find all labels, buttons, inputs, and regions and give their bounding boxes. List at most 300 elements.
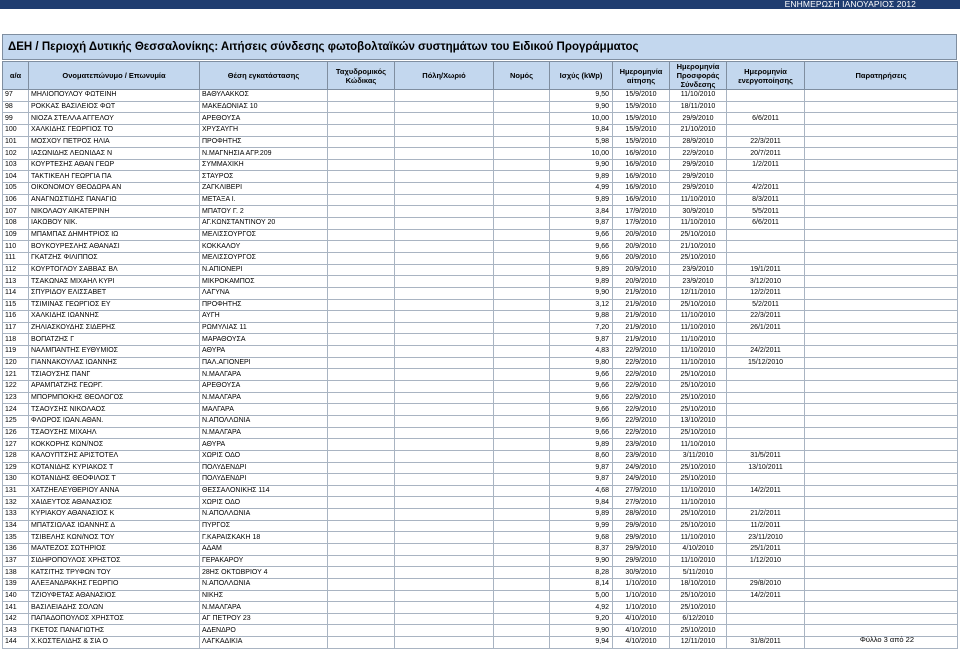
cell-activation-date — [727, 404, 805, 416]
cell-location: ΜΑΛΓΑΡΑ — [200, 404, 328, 416]
cell-aa: 121 — [3, 369, 29, 381]
cell-application-date: 16/9/2010 — [613, 148, 670, 160]
cell-name: ΠΑΠΑΔΟΠΟΥΛΟΣ ΧΡΗΣΤΟΣ — [29, 613, 200, 625]
cell-remarks — [805, 322, 958, 334]
cell-prefecture — [494, 264, 550, 276]
cell-offer-date: 11/10/2010 — [670, 322, 727, 334]
cell-activation-date: 14/2/2011 — [727, 590, 805, 602]
cell-application-date: 16/9/2010 — [613, 159, 670, 171]
cell-offer-date: 11/10/2010 — [670, 90, 727, 102]
cell-postal-code — [328, 637, 395, 649]
cell-city — [395, 392, 494, 404]
cell-location: ΣΤΑΥΡΟΣ — [200, 171, 328, 183]
cell-postal-code — [328, 427, 395, 439]
cell-aa: 105 — [3, 183, 29, 195]
cell-power: 4,83 — [550, 346, 613, 358]
cell-application-date: 22/9/2010 — [613, 381, 670, 393]
cell-city — [395, 369, 494, 381]
cell-name: ΓΚΕΤΟΣ ΠΑΝΑΓΙΩΤΗΣ — [29, 625, 200, 637]
cell-aa: 112 — [3, 264, 29, 276]
cell-aa: 132 — [3, 497, 29, 509]
cell-location: Ν.ΑΠΙΟΝΕΡΙ — [200, 264, 328, 276]
cell-location: ΜΙΚΡΟΚΑΜΠΟΣ — [200, 276, 328, 288]
header-city: Πόλη/Χωριό — [395, 62, 494, 90]
cell-city — [395, 252, 494, 264]
table-row — [3, 625, 958, 637]
cell-location: Γ.ΚΑΡΑΙΣΚΑΚΗ 18 — [200, 532, 328, 544]
cell-prefecture — [494, 322, 550, 334]
cell-postal-code — [328, 602, 395, 614]
cell-prefecture — [494, 543, 550, 555]
cell-postal-code — [328, 241, 395, 253]
page-title: ΔΕΗ / Περιοχή Δυτικής Θεσσαλονίκης: Αιτήσεις σύνδεσης φωτοβολταϊκών συστημάτων του Ειδικού Προγράμματος — [8, 41, 639, 53]
table-row — [3, 241, 958, 253]
cell-remarks — [805, 252, 958, 264]
cell-name: ΜΠΑΤΣΙΩΛΑΣ ΙΩΑΝΝΗΣ Δ — [29, 520, 200, 532]
table-row — [3, 90, 958, 102]
cell-power: 9,87 — [550, 218, 613, 230]
cell-name: ΝΑΛΜΠΑΝΤΗΣ ΕΥΘΥΜΙΟΣ — [29, 346, 200, 358]
cell-name: ΚΟΚΚΟΡΗΣ ΚΩΝ/ΝΟΣ — [29, 439, 200, 451]
cell-power: 9,66 — [550, 229, 613, 241]
cell-application-date: 20/9/2010 — [613, 264, 670, 276]
top-banner — [0, 0, 960, 9]
cell-offer-date: 29/9/2010 — [670, 159, 727, 171]
cell-remarks — [805, 159, 958, 171]
table-row — [3, 136, 958, 148]
cell-prefecture — [494, 241, 550, 253]
cell-prefecture — [494, 532, 550, 544]
cell-prefecture — [494, 509, 550, 521]
table-row — [3, 183, 958, 195]
cell-name: Χ.ΚΩΣΤΕΛΙΔΗΣ & ΣΙΑ Ο — [29, 637, 200, 649]
cell-prefecture — [494, 381, 550, 393]
cell-location: ΑΘΥΡΑ — [200, 346, 328, 358]
cell-activation-date: 31/8/2011 — [727, 637, 805, 649]
cell-location: ΜΕΤΑΞΑ Ι. — [200, 194, 328, 206]
cell-prefecture — [494, 252, 550, 264]
cell-prefecture — [494, 474, 550, 486]
cell-postal-code — [328, 206, 395, 218]
cell-city — [395, 322, 494, 334]
cell-offer-date: 11/10/2010 — [670, 485, 727, 497]
cell-activation-date: 19/1/2011 — [727, 264, 805, 276]
cell-postal-code — [328, 276, 395, 288]
cell-postal-code — [328, 369, 395, 381]
table-row — [3, 602, 958, 614]
header-offer-date: Ημερομηνία Προσφοράς Σύνδεσης — [670, 62, 727, 90]
table-row — [3, 334, 958, 346]
cell-name: ΒΟΠΑΤΖΗΣ Γ — [29, 334, 200, 346]
cell-remarks — [805, 578, 958, 590]
cell-city — [395, 113, 494, 125]
cell-application-date: 20/9/2010 — [613, 241, 670, 253]
table-row — [3, 415, 958, 427]
cell-application-date: 17/9/2010 — [613, 206, 670, 218]
table-row — [3, 532, 958, 544]
header-postal-code: Ταχυδρομικός Κώδικας — [328, 62, 395, 90]
cell-power: 9,89 — [550, 276, 613, 288]
cell-city — [395, 462, 494, 474]
cell-application-date: 30/9/2010 — [613, 567, 670, 579]
cell-activation-date: 13/10/2011 — [727, 462, 805, 474]
update-label: ΕΝΗΜΕΡΩΣΗ ΙΑΝΟΥΑΡΙΟΣ 2012 — [784, 0, 916, 9]
cell-postal-code — [328, 287, 395, 299]
cell-remarks — [805, 555, 958, 567]
table-row — [3, 252, 958, 264]
cell-postal-code — [328, 148, 395, 160]
cell-name: ΦΛΩΡΟΣ ΙΩΑΝ.ΑΘΑΝ. — [29, 415, 200, 427]
cell-location: ΧΩΡΙΣ ΟΔΟ — [200, 450, 328, 462]
cell-offer-date: 25/10/2010 — [670, 509, 727, 521]
cell-name: ΤΣΙΜΙΝΑΣ ΓΕΩΡΓΙΟΣ ΕΥ — [29, 299, 200, 311]
cell-aa: 142 — [3, 613, 29, 625]
cell-power: 9,84 — [550, 497, 613, 509]
cell-power: 9,89 — [550, 264, 613, 276]
cell-city — [395, 171, 494, 183]
cell-aa: 102 — [3, 148, 29, 160]
cell-offer-date: 6/12/2010 — [670, 613, 727, 625]
cell-application-date: 21/9/2010 — [613, 334, 670, 346]
cell-activation-date — [727, 381, 805, 393]
cell-aa: 127 — [3, 439, 29, 451]
cell-power: 9,87 — [550, 474, 613, 486]
cell-city — [395, 218, 494, 230]
cell-prefecture — [494, 520, 550, 532]
table-row — [3, 590, 958, 602]
cell-activation-date — [727, 474, 805, 486]
cell-power: 9,87 — [550, 334, 613, 346]
cell-name: ΒΑΣΙΛΕΙΑΔΗΣ ΣΟΛΩΝ — [29, 602, 200, 614]
cell-postal-code — [328, 613, 395, 625]
cell-aa: 113 — [3, 276, 29, 288]
cell-prefecture — [494, 299, 550, 311]
cell-aa: 143 — [3, 625, 29, 637]
cell-application-date: 4/10/2010 — [613, 637, 670, 649]
cell-postal-code — [328, 124, 395, 136]
cell-activation-date: 20/7/2011 — [727, 148, 805, 160]
cell-power: 9,66 — [550, 427, 613, 439]
cell-power: 9,66 — [550, 241, 613, 253]
cell-power: 9,89 — [550, 194, 613, 206]
cell-city — [395, 183, 494, 195]
cell-prefecture — [494, 625, 550, 637]
cell-activation-date — [727, 171, 805, 183]
cell-prefecture — [494, 427, 550, 439]
cell-location: Ν.ΜΑΛΓΑΡΑ — [200, 427, 328, 439]
cell-postal-code — [328, 578, 395, 590]
cell-name: ΣΙΔΗΡΟΠΟΥΛΟΣ ΧΡΗΣΤΟΣ — [29, 555, 200, 567]
cell-aa: 100 — [3, 124, 29, 136]
cell-name: ΓΙΑΝΝΑΚΟΥΛΑΣ ΙΩΑΝΝΗΣ — [29, 357, 200, 369]
cell-location: ΠΑΛ.ΑΓΙΟΝΕΡΙ — [200, 357, 328, 369]
cell-activation-date: 11/2/2011 — [727, 520, 805, 532]
cell-prefecture — [494, 369, 550, 381]
table-row — [3, 474, 958, 486]
cell-aa: 103 — [3, 159, 29, 171]
cell-activation-date: 14/2/2011 — [727, 485, 805, 497]
cell-power: 9,89 — [550, 509, 613, 521]
table-row — [3, 322, 958, 334]
cell-prefecture — [494, 357, 550, 369]
cell-activation-date: 24/2/2011 — [727, 346, 805, 358]
cell-location: ΖΑΓΚΛΙΒΕΡΙ — [200, 183, 328, 195]
cell-application-date: 22/9/2010 — [613, 346, 670, 358]
cell-location: ΠΡΟΦΗΤΗΣ — [200, 136, 328, 148]
cell-power: 9,90 — [550, 555, 613, 567]
cell-aa: 106 — [3, 194, 29, 206]
cell-location: ΚΟΚΚΑΛΟΥ — [200, 241, 328, 253]
cell-offer-date: 11/10/2010 — [670, 439, 727, 451]
cell-remarks — [805, 229, 958, 241]
cell-activation-date: 12/2/2011 — [727, 287, 805, 299]
cell-postal-code — [328, 567, 395, 579]
cell-postal-code — [328, 392, 395, 404]
cell-activation-date: 23/11/2010 — [727, 532, 805, 544]
cell-postal-code — [328, 543, 395, 555]
cell-postal-code — [328, 462, 395, 474]
cell-name: ΙΑΣΩΝΙΔΗΣ ΛΕΩΝΙΔΑΣ Ν — [29, 148, 200, 160]
cell-prefecture — [494, 439, 550, 451]
cell-name: ΧΑΙΔΕΥΤΟΣ ΑΘΑΝΑΣΙΟΣ — [29, 497, 200, 509]
cell-postal-code — [328, 625, 395, 637]
cell-application-date: 1/10/2010 — [613, 578, 670, 590]
cell-prefecture — [494, 171, 550, 183]
cell-postal-code — [328, 101, 395, 113]
table-row — [3, 264, 958, 276]
cell-postal-code — [328, 555, 395, 567]
cell-offer-date: 11/10/2010 — [670, 218, 727, 230]
cell-application-date: 29/9/2010 — [613, 555, 670, 567]
cell-activation-date — [727, 252, 805, 264]
cell-city — [395, 578, 494, 590]
cell-remarks — [805, 520, 958, 532]
header-power: Ισχύς (kWp) — [550, 62, 613, 90]
cell-location: ΓΕΡΑΚΑΡΟΥ — [200, 555, 328, 567]
cell-aa: 130 — [3, 474, 29, 486]
cell-power: 9,20 — [550, 613, 613, 625]
cell-power: 4,68 — [550, 485, 613, 497]
cell-location: Ν.ΜΑΛΓΑΡΑ — [200, 392, 328, 404]
cell-aa: 104 — [3, 171, 29, 183]
cell-prefecture — [494, 183, 550, 195]
cell-aa: 115 — [3, 299, 29, 311]
cell-postal-code — [328, 357, 395, 369]
cell-power: 10,00 — [550, 113, 613, 125]
cell-city — [395, 427, 494, 439]
cell-location: ΑΔΕΝΔΡΟ — [200, 625, 328, 637]
cell-name: ΚΥΡΙΑΚΟΥ ΑΘΑΝΑΣΙΟΣ Κ — [29, 509, 200, 521]
cell-offer-date: 4/10/2010 — [670, 543, 727, 555]
cell-activation-date — [727, 101, 805, 113]
cell-name: ΣΠΥΡΙΔΟΥ ΕΛΙΣΣΑΒΕΤ — [29, 287, 200, 299]
table-row — [3, 276, 958, 288]
cell-aa: 144 — [3, 637, 29, 649]
cell-name: ΖΗΛΙΑΣΚΟΥΔΗΣ ΣΙΔΕΡΗΣ — [29, 322, 200, 334]
cell-offer-date: 25/10/2010 — [670, 381, 727, 393]
table-row — [3, 392, 958, 404]
cell-location: ΜΠΑΤΟΥ Γ. 2 — [200, 206, 328, 218]
cell-name: ΝΙΚΟΛΑΟΥ ΑΙΚΑΤΕΡΙΝΗ — [29, 206, 200, 218]
cell-application-date: 4/10/2010 — [613, 613, 670, 625]
cell-offer-date: 25/10/2010 — [670, 369, 727, 381]
cell-name: ΜΗΛΙΟΠΟΥΛΟΥ ΦΩΤΕΙΝΗ — [29, 90, 200, 102]
cell-postal-code — [328, 381, 395, 393]
cell-power: 7,20 — [550, 322, 613, 334]
cell-activation-date — [727, 427, 805, 439]
cell-prefecture — [494, 159, 550, 171]
cell-offer-date: 29/9/2010 — [670, 183, 727, 195]
cell-location: ΑΓ.ΚΩΝΣΤΑΝΤΙΝΟΥ 20 — [200, 218, 328, 230]
cell-city — [395, 229, 494, 241]
cell-name: ΚΟΤΑΝΙΔΗΣ ΘΕΟΦΙΛΟΣ Τ — [29, 474, 200, 486]
cell-remarks — [805, 357, 958, 369]
cell-prefecture — [494, 392, 550, 404]
cell-power: 9,66 — [550, 252, 613, 264]
table-row — [3, 369, 958, 381]
table-row — [3, 427, 958, 439]
cell-offer-date: 23/9/2010 — [670, 276, 727, 288]
cell-aa: 118 — [3, 334, 29, 346]
cell-remarks — [805, 287, 958, 299]
cell-city — [395, 194, 494, 206]
cell-city — [395, 124, 494, 136]
cell-location: ΧΩΡΙΣ ΟΔΟ — [200, 497, 328, 509]
cell-name: ΡΟΚΚΑΣ ΒΑΣΙΛΕΙΟΣ ΦΩΤ — [29, 101, 200, 113]
cell-city — [395, 520, 494, 532]
cell-remarks — [805, 311, 958, 323]
cell-name: ΒΟΥΚΟΥΡΕΣΛΗΣ ΑΘΑΝΑΣΙ — [29, 241, 200, 253]
cell-aa: 139 — [3, 578, 29, 590]
cell-activation-date: 4/2/2011 — [727, 183, 805, 195]
cell-prefecture — [494, 613, 550, 625]
cell-aa: 122 — [3, 381, 29, 393]
cell-prefecture — [494, 194, 550, 206]
cell-power: 9,94 — [550, 637, 613, 649]
cell-application-date: 21/9/2010 — [613, 299, 670, 311]
cell-postal-code — [328, 322, 395, 334]
cell-prefecture — [494, 578, 550, 590]
cell-postal-code — [328, 311, 395, 323]
cell-aa: 108 — [3, 218, 29, 230]
cell-application-date: 22/9/2010 — [613, 392, 670, 404]
cell-aa: 123 — [3, 392, 29, 404]
table-row — [3, 555, 958, 567]
table-row — [3, 311, 958, 323]
cell-remarks — [805, 334, 958, 346]
cell-offer-date: 29/9/2010 — [670, 171, 727, 183]
cell-application-date: 15/9/2010 — [613, 90, 670, 102]
cell-postal-code — [328, 474, 395, 486]
cell-location: ΒΑΘΥΛΑΚΚΟΣ — [200, 90, 328, 102]
cell-location: ΡΩΜΥΛΙΑΣ 11 — [200, 322, 328, 334]
cell-application-date: 1/10/2010 — [613, 590, 670, 602]
cell-offer-date: 11/10/2010 — [670, 497, 727, 509]
cell-remarks — [805, 392, 958, 404]
cell-offer-date: 18/11/2010 — [670, 101, 727, 113]
cell-location: Ν.ΑΠΟΛΛΩΝΙΑ — [200, 415, 328, 427]
cell-postal-code — [328, 299, 395, 311]
cell-remarks — [805, 101, 958, 113]
table-row — [3, 520, 958, 532]
cell-power: 8,37 — [550, 543, 613, 555]
cell-city — [395, 299, 494, 311]
cell-power: 9,90 — [550, 625, 613, 637]
cell-name: ΤΣΑΟΥΣΗΣ ΜΙΧΑΗΛ — [29, 427, 200, 439]
cell-activation-date: 26/1/2011 — [727, 322, 805, 334]
cell-city — [395, 567, 494, 579]
table-row — [3, 439, 958, 451]
cell-prefecture — [494, 124, 550, 136]
cell-name: ΝΙΟΖΑ ΣΤΕΛΛΑ ΑΓΓΕΛΟΥ — [29, 113, 200, 125]
cell-postal-code — [328, 590, 395, 602]
cell-prefecture — [494, 602, 550, 614]
cell-offer-date: 25/10/2010 — [670, 392, 727, 404]
cell-postal-code — [328, 485, 395, 497]
cell-city — [395, 590, 494, 602]
cell-city — [395, 532, 494, 544]
cell-power: 9,66 — [550, 404, 613, 416]
cell-postal-code — [328, 520, 395, 532]
cell-application-date: 16/9/2010 — [613, 183, 670, 195]
cell-name: ΤΣΙΒΕΛΗΣ ΚΩΝ/ΝΟΣ ΤΟΥ — [29, 532, 200, 544]
cell-aa: 140 — [3, 590, 29, 602]
cell-power: 9,90 — [550, 287, 613, 299]
cell-name: ΤΖΙΟΥΦΕΤΑΣ ΑΘΑΝΑΣΙΟΣ — [29, 590, 200, 602]
cell-city — [395, 136, 494, 148]
cell-city — [395, 613, 494, 625]
cell-application-date: 16/9/2010 — [613, 171, 670, 183]
cell-remarks — [805, 136, 958, 148]
cell-offer-date: 11/10/2010 — [670, 346, 727, 358]
cell-remarks — [805, 567, 958, 579]
cell-remarks — [805, 602, 958, 614]
cell-offer-date: 30/9/2010 — [670, 206, 727, 218]
table-row — [3, 381, 958, 393]
cell-remarks — [805, 450, 958, 462]
cell-postal-code — [328, 218, 395, 230]
cell-city — [395, 450, 494, 462]
table-row — [3, 101, 958, 113]
cell-city — [395, 90, 494, 102]
cell-offer-date: 11/10/2010 — [670, 555, 727, 567]
cell-postal-code — [328, 404, 395, 416]
title-bar — [2, 34, 957, 60]
cell-postal-code — [328, 183, 395, 195]
cell-city — [395, 264, 494, 276]
cell-city — [395, 148, 494, 160]
cell-aa: 134 — [3, 520, 29, 532]
cell-prefecture — [494, 90, 550, 102]
cell-location: Ν.ΜΑΛΓΑΡΑ — [200, 369, 328, 381]
cell-application-date: 21/9/2010 — [613, 311, 670, 323]
cell-offer-date: 12/11/2010 — [670, 287, 727, 299]
cell-aa: 101 — [3, 136, 29, 148]
cell-application-date: 21/9/2010 — [613, 287, 670, 299]
cell-remarks — [805, 276, 958, 288]
cell-city — [395, 346, 494, 358]
cell-activation-date: 25/1/2011 — [727, 543, 805, 555]
table-row — [3, 148, 958, 160]
cell-aa: 110 — [3, 241, 29, 253]
cell-prefecture — [494, 101, 550, 113]
cell-application-date: 24/9/2010 — [613, 474, 670, 486]
cell-location: 28ΗΣ ΟΚΤΩΒΡΙΟΥ 4 — [200, 567, 328, 579]
cell-application-date: 23/9/2010 — [613, 450, 670, 462]
cell-application-date: 15/9/2010 — [613, 124, 670, 136]
cell-remarks — [805, 439, 958, 451]
cell-prefecture — [494, 567, 550, 579]
